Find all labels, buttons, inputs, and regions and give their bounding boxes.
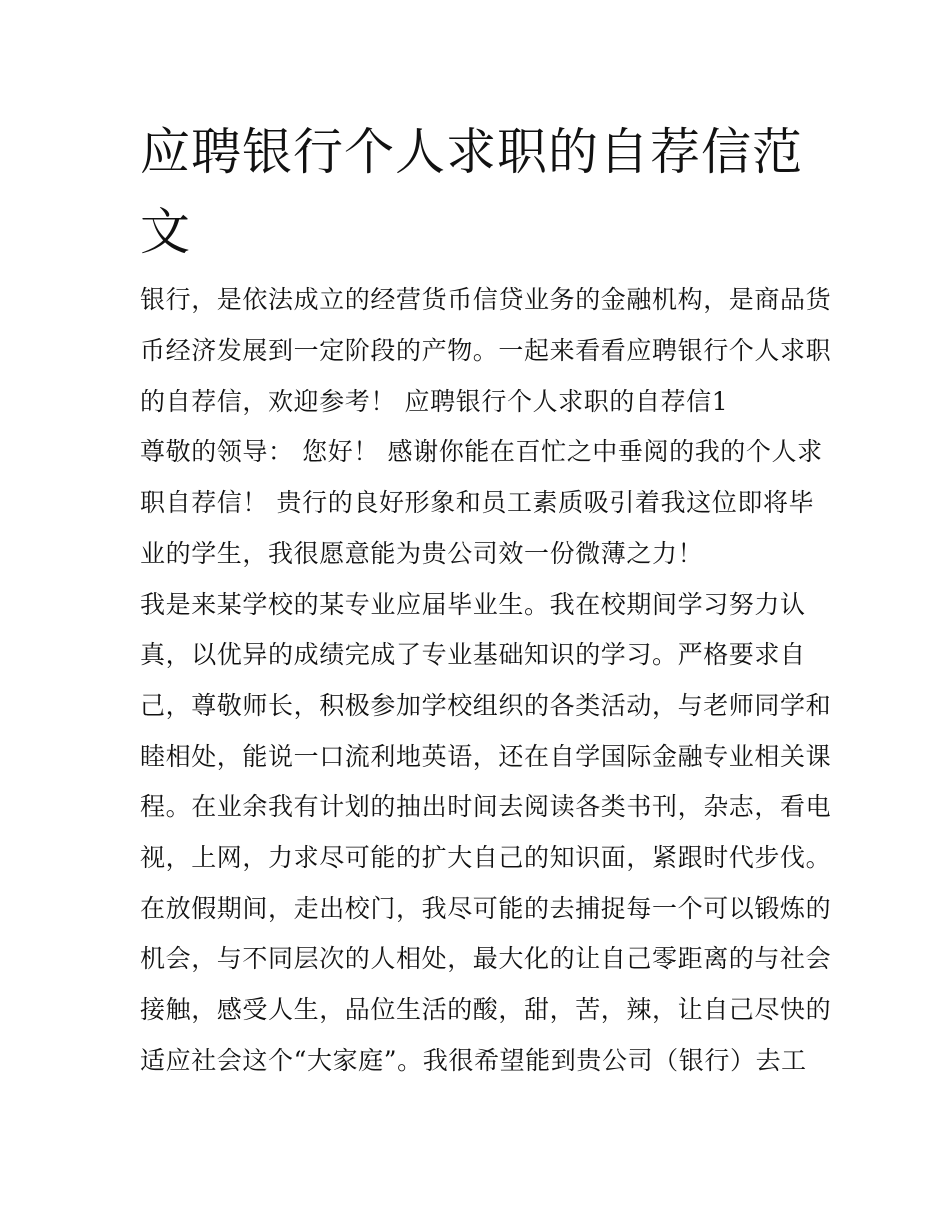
body-line: 在放假期间，走出校门，我尽可能的去捕捉每一个可以锻炼的 [140, 894, 832, 923]
body-line: 真，以优异的成绩完成了专业基础知识的学习。严格要求自 [140, 640, 806, 669]
body-line: 视，上网，力求尽可能的扩大自己的知识面，紧跟时代步伐。 [140, 843, 832, 872]
body-line: 睦相处，能说一口流利地英语，还在自学国际金融专业相关课 [140, 742, 832, 771]
body-line: 程。在业余我有计划的抽出时间去阅读各类书刊，杂志，看电 [140, 792, 832, 821]
body-line: 的自荐信，欢迎参考！ 应聘银行个人求职的自荐信1 [140, 387, 729, 416]
body-line: 我是来某学校的某专业应届毕业生。我在校期间学习努力认 [140, 590, 806, 619]
body-line: 银行，是依法成立的经营货币信贷业务的金融机构，是商品货 [140, 285, 832, 314]
body-line: 接触，感受人生，品位生活的酸，甜，苦，辣，让自己尽快的 [140, 995, 832, 1024]
body-line: 机会，与不同层次的人相处，最大化的让自己零距离的与社会 [140, 944, 832, 973]
body-line: 尊敬的领导： 您好！ 感谢你能在百忙之中垂阅的我的个人求 [140, 437, 823, 466]
body-line: 业的学生，我很愿意能为贵公司效一份微薄之力！ [140, 539, 704, 568]
body-line: 职自荐信！ 贵行的良好形象和员工素质吸引着我这位即将毕 [140, 488, 815, 517]
title-line: 文 [140, 203, 191, 261]
body-line: 币经济发展到一定阶段的产物。一起来看看应聘银行个人求职 [140, 336, 832, 365]
title-line: 应聘银行个人求职的自荐信范 [140, 123, 803, 181]
body-line: 己，尊敬师长，积极参加学校组织的各类活动，与老师同学和 [140, 691, 832, 720]
document-title [140, 112, 820, 272]
body-line: 适应社会这个“大家庭”。我很希望能到贵公司（银行）去工 [140, 1046, 807, 1075]
